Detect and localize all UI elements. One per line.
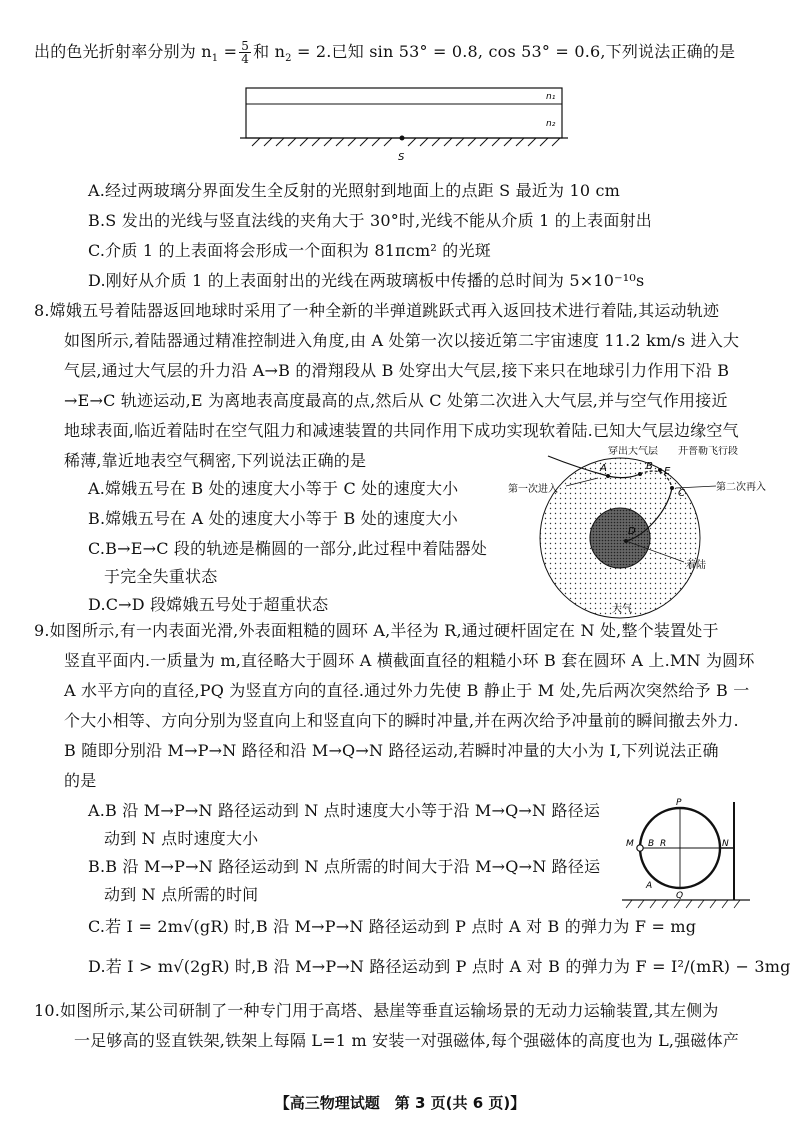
page-footer: 【高三物理试题 第 3 页(共 6 页)】 — [274, 1094, 526, 1112]
q8-option-c: C.B→E→C 段的轨迹是椭圆的一部分,此过程中着陆器处 — [88, 539, 488, 558]
point-p-label: P — [676, 798, 682, 808]
q9-stem-line-2: 竖直平面内.一质量为 m,直径略大于圆环 A 横截面直径的粗糙小环 B 套在圆环 A 上.MN 为圆环 — [64, 651, 755, 670]
q7-option-d: D.刚好从介质 1 的上表面射出的光线在两玻璃板中传播的总时间为 5×10⁻¹⁰s — [88, 271, 645, 290]
q9-stem-line-3: A 水平方向的直径,PQ 为竖直方向的直径.通过外力先使 B 静止于 M 处,先后两次突然给予 B 一 — [64, 681, 750, 700]
q9-option-d: D.若 I > m√(2gR) 时,B 沿 M→P→N 路径运动到 P 点时 A 对 B 的弹力为 F = I²/(mR) − 3mg — [88, 957, 791, 976]
q7-option-b: B.S 发出的光线与竖直法线的夹角大于 30°时,光线不能从介质 1 的上表面射出 — [88, 211, 652, 230]
q7-option-c: C.介质 1 的上表面将会形成一个面积为 81πcm² 的光斑 — [88, 241, 491, 260]
r-label: R — [660, 839, 667, 849]
n1-label: n₁ — [546, 92, 556, 102]
q7-intro: 出的色光折射率分别为 $n_1$ = $\frac{5}{4}$ 和 $n_2 = 2$.已知 sin 53° = 0.8, cos 53° = 0.6,下列说法正确的是 — [34, 39, 736, 66]
q9-ring-figure — [622, 796, 752, 914]
q9-stem-line-6: 的是 — [64, 771, 97, 790]
q10-stem-line-2: 一足够高的竖直铁架,铁架上每隔 L=1 m 安装一对强磁体,每个强磁体的高度也为 L,强磁体产 — [74, 1031, 740, 1050]
point-b-label: B — [646, 461, 653, 472]
q10-stem-line-1: 10.如图所示,某公司研制了一种专门用于高塔、悬崖等垂直运输场景的无动力运输装置,其左侧为 — [34, 1001, 719, 1020]
s-label: S — [398, 152, 405, 163]
exit-atmosphere-label: 穿出大气层 — [608, 446, 658, 457]
small-ring-b — [637, 845, 643, 851]
point-n-label: N — [722, 839, 729, 849]
q9-stem-line-1: 9.如图所示,有一内表面光滑,外表面粗糙的圆环 A,半径为 R,通过硬杆固定在 N 处,整个装置处于 — [34, 621, 719, 640]
q8-reentry-figure — [508, 446, 778, 626]
q8-option-b: B.嫦娥五号在 A 处的速度大小等于 B 处的速度大小 — [88, 509, 458, 528]
point-c-label: C — [678, 488, 685, 499]
q9-stem-line-4: 个大小相等、方向分别为竖直向上和竖直向下的瞬时冲量,并在两次给予冲量前的瞬间撤去外力. — [64, 711, 739, 730]
point-d-label: D — [628, 526, 636, 537]
point-m-label: M — [626, 839, 634, 849]
q8-stem-line-1: 8.嫦娥五号着陆器返回地球时采用了一种全新的半弹道跳跃式再入返回技术进行着陆,其运动轨迹 — [34, 301, 720, 320]
q9-option-b: B.B 沿 M→P→N 路径运动到 N 点所需的时间大于沿 M→Q→N 路径运 — [88, 857, 601, 876]
first-entry-label: 第一次进入 — [508, 484, 558, 495]
q8-option-c-cont: 于完全失重状态 — [104, 567, 218, 586]
landing-label: 着陆 — [686, 560, 706, 571]
q9-option-a-cont: 动到 N 点时速度大小 — [104, 829, 259, 848]
b-label: B — [648, 839, 655, 849]
kepler-segment-label: 开普勒飞行段 — [678, 446, 738, 457]
q9-option-a: A.B 沿 M→P→N 路径运动到 N 点时速度大小等于沿 M→Q→N 路径运 — [88, 801, 601, 820]
q7-glass-slab-figure — [240, 84, 570, 164]
q8-option-d: D.C→D 段嫦娥五号处于超重状态 — [88, 595, 329, 614]
q9-option-b-cont: 动到 N 点所需的时间 — [104, 885, 259, 904]
second-entry-label: 第二次再入 — [716, 482, 766, 493]
fraction-5-4: $\frac{5}{4}$ — [241, 39, 250, 66]
point-a-label: A — [600, 463, 607, 474]
q8-stem-line-6: 稀薄,靠近地表空气稠密,下列说法正确的是 — [64, 451, 367, 470]
q8-option-a: A.嫦娥五号在 B 处的速度大小等于 C 处的速度大小 — [88, 479, 459, 498]
q9-option-c: C.若 I = 2m√(gR) 时,B 沿 M→P→N 路径运动到 P 点时 A 对 B 的弹力为 F = mg — [88, 917, 697, 936]
q7-option-a: A.经过两玻璃分界面发生全反射的光照射到地面上的点距 S 最近为 10 cm — [88, 181, 621, 200]
point-e-label: E — [664, 466, 671, 477]
light-source-point — [400, 136, 405, 141]
q9-stem-line-5: B 随即分别沿 M→P→N 路径和沿 M→Q→N 路径运动,若瞬时冲量的大小为 I,下列说法正确 — [64, 741, 719, 760]
q8-stem-line-2: 如图所示,着陆器通过精准控制进入角度,由 A 处第一次以接近第二宇宙速度 11.2 km/s 进入大 — [64, 331, 740, 350]
n2-label: n₂ — [546, 119, 556, 129]
q8-stem-line-3: 气层,通过大气层的升力沿 A→B 的滑翔段从 B 处穿出大气层,接下来只在地球引力作用下沿 B — [64, 361, 730, 380]
q8-stem-line-4: →E→C 轨迹运动,E 为离地表高度最高的点,然后从 C 处第二次进入大气层,并与空气作用接近 — [64, 391, 728, 410]
q8-stem-line-5: 地球表面,临近着陆时在空气阻力和减速装置的共同作用下成功实现软着陆.已知大气层边缘空气 — [64, 421, 739, 440]
earth-circle — [590, 508, 650, 568]
a-label: A — [646, 881, 653, 891]
point-q-label: Q — [676, 891, 684, 901]
atmosphere-label: 大气 — [612, 604, 632, 615]
